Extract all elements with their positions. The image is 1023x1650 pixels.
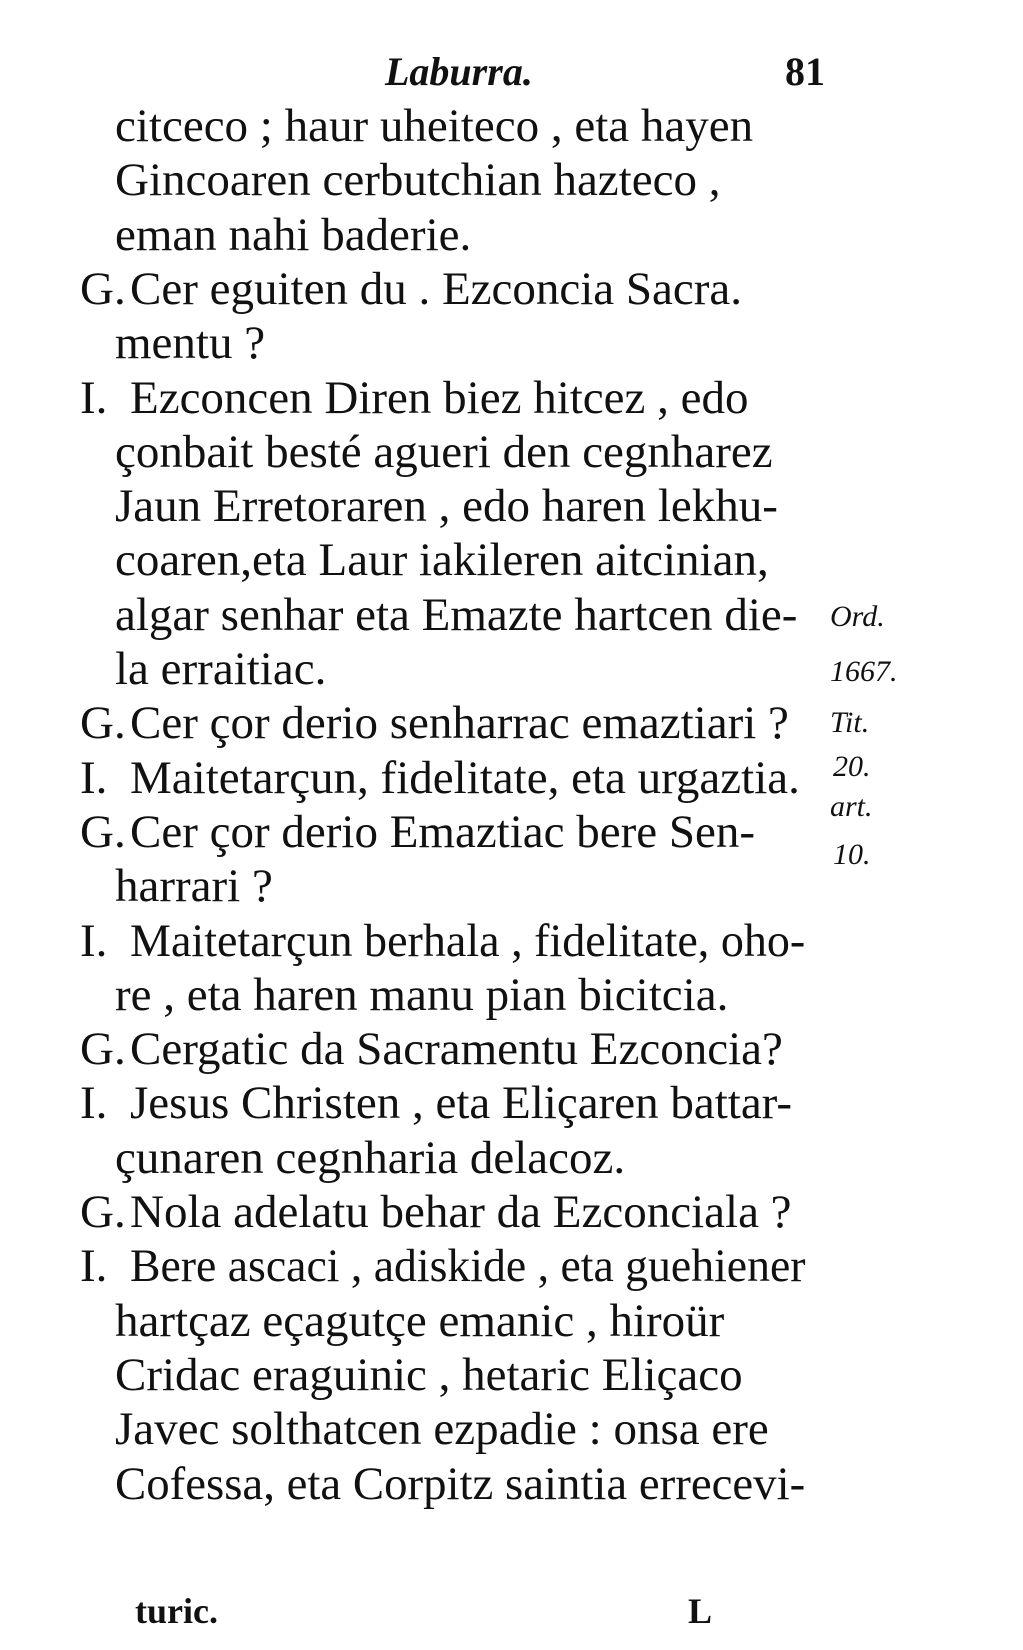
line-text: la erraitiac. [115,643,327,695]
text-line [0,695,1023,751]
line-text: hartçaz eçagutçe emanic , hiroür [115,1295,725,1347]
line-text: re , eta haren manu pian bicitcia. [115,969,729,1021]
line-text: Maitetarçun, fidelitate, eta urgaztia. [130,752,800,804]
catchword: turic. [135,1591,218,1631]
speaker-label: G. [80,1023,126,1075]
text-line [0,478,1023,534]
text-line [0,967,1023,1023]
margin-note-line: 1667. [830,655,898,688]
text-line [0,315,1023,371]
text-line [0,1021,1023,1077]
speaker-label: G. [80,806,126,858]
text-line [0,1130,1023,1186]
line-text: coaren,eta Laur iakileren aitcinian, [115,534,769,586]
line-text: çonbait besté agueri den cegnharez [115,426,773,478]
line-text: Nola adelatu behar da Ezconciala ? [130,1186,792,1238]
speaker-label: I. [80,752,108,804]
margin-note-line: 10. [833,838,871,871]
line-text: eman nahi baderie. [115,209,472,261]
text-line [0,532,1023,588]
text-line [0,261,1023,317]
text-line [0,207,1023,263]
running-header [0,48,1023,98]
text-line [0,1238,1023,1294]
page-footer [0,1590,1023,1640]
line-text: Cer çor derio senharrac emaztiari ? [130,697,789,749]
text-line [0,1456,1023,1512]
speaker-label: I. [80,915,108,967]
text-line [0,98,1023,154]
line-text: çunaren cegnharia delacoz. [115,1132,626,1184]
text-line [0,424,1023,480]
speaker-label: I. [80,372,108,424]
line-text: Jesus Christen , eta Eliçaren battar- [130,1077,793,1129]
margin-note-line: 20. [833,750,871,783]
line-text: Jaun Erretoraren , edo haren lekhu- [115,480,778,532]
line-text: Maitetarçun berhala , fidelitate, oho- [130,915,806,967]
margin-note-line: art. [830,790,873,823]
speaker-label: G. [80,697,126,749]
signature-mark: L [688,1591,713,1631]
speaker-label: G. [80,1186,126,1238]
line-text: harrari ? [115,860,273,912]
line-text: Cridac eraguinic , hetaric Eliçaco [115,1349,743,1401]
text-line [0,1347,1023,1403]
line-text: Cer eguiten du . Ezconcia Sacra. [130,263,743,315]
speaker-label: I. [80,1240,108,1292]
text-line [0,370,1023,426]
text-line [0,913,1023,969]
text-line [0,152,1023,208]
margin-note-line: Ord. [830,600,885,633]
line-text: algar senhar eta Emazte hartcen die- [115,589,798,641]
margin-note-line: Tit. [830,706,870,739]
line-text: Javec solthatcen ezpadie : onsa ere [115,1403,769,1455]
text-line [0,1075,1023,1131]
text-line [0,1293,1023,1349]
running-title: Laburra. [385,49,533,94]
line-text: citceco ; haur uheiteco , eta hayen [115,100,754,152]
line-text: Gincoaren cerbutchian hazteco , [115,154,721,206]
line-text: mentu ? [115,317,266,369]
line-text: Ezconcen Diren biez hitcez , edo [130,372,749,424]
speaker-label: G. [80,263,126,315]
page-number: 81 [785,49,825,94]
line-text: Cer çor derio Emaztiac bere Sen- [130,806,756,858]
text-line [0,1184,1023,1240]
line-text: Cofessa, eta Corpitz saintia errecevi- [115,1458,806,1510]
text-line [0,1401,1023,1457]
line-text: Bere ascaci , adiskide , eta guehiener [130,1240,806,1292]
speaker-label: I. [80,1077,108,1129]
line-text: Cergatic da Sacramentu Ezconcia? [130,1023,783,1075]
